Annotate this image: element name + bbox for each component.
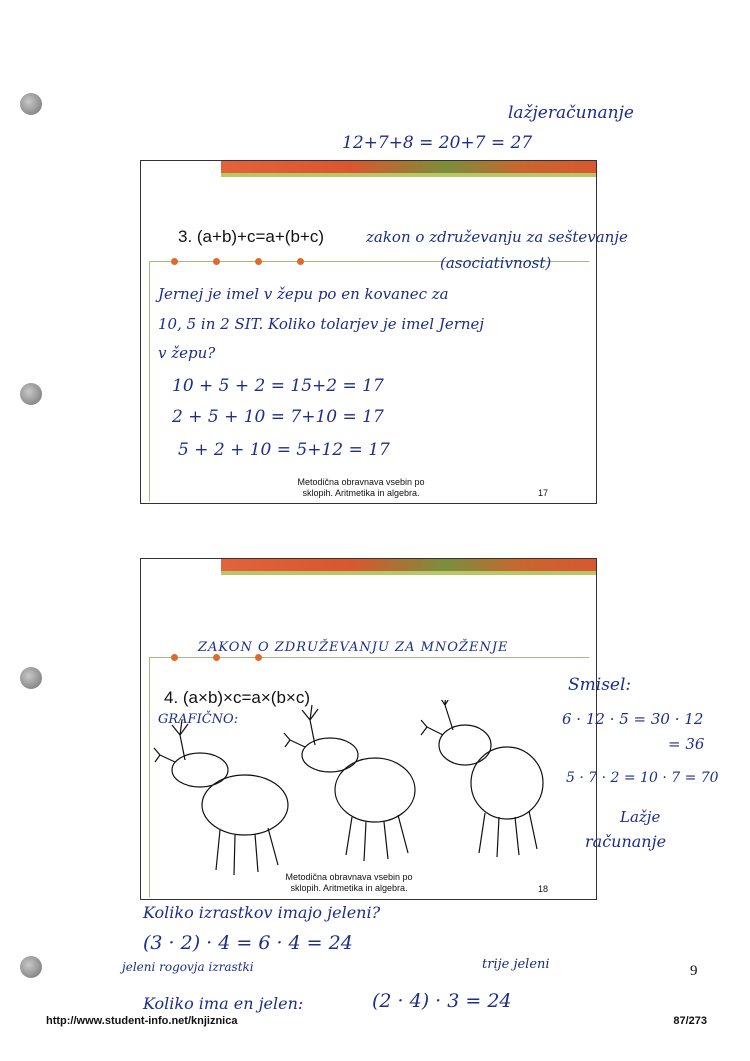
- bullet-dot: [213, 654, 220, 661]
- handwriting-equation: 10 + 5 + 2 = 15+2 = 17: [172, 376, 384, 396]
- handwriting-label: jeleni rogovja izrastki: [122, 960, 254, 974]
- binder-hole: [20, 667, 42, 689]
- handwriting-top-sum: 12+7+8 = 20+7 = 27: [342, 133, 533, 153]
- bullet-dot: [171, 258, 178, 265]
- handwriting-racunanje-side: računanje: [585, 832, 667, 851]
- handwriting-zakon-mnozenje: ZAKON O ZDRUŽEVANJU ZA MNOŽENJE: [198, 640, 509, 655]
- handwriting-trije-jeleni: trije jeleni: [482, 957, 550, 972]
- binder-hole: [20, 93, 42, 115]
- bullet-dot: [297, 258, 304, 265]
- deer-sketch: [154, 720, 288, 875]
- binder-hole: [20, 956, 42, 978]
- handwriting-problem-line: Jernej je imel v žepu po en kovanec za: [158, 285, 449, 303]
- bullet-dot: [171, 654, 178, 661]
- handwriting-question: Koliko izrastkov imajo jeleni?: [143, 903, 381, 922]
- deer-sketch: [284, 705, 415, 861]
- bullet-dot: [255, 654, 262, 661]
- slide-footer: Metodična obravnava vsebin po sklopih. Aritmetika in algebra.: [297, 477, 425, 498]
- binder-hole: [20, 383, 42, 405]
- handwriting-lazje-side: Lažje: [620, 808, 661, 826]
- slide-title: 4. (a×b)×c=a×(b×c): [164, 688, 311, 707]
- page-number: 9: [690, 963, 698, 979]
- slide-banner: [221, 559, 596, 575]
- handwriting-calc: 6 · 12 · 5 = 30 · 12: [562, 710, 704, 728]
- slide-banner: [221, 161, 596, 177]
- slide-number: 17: [538, 488, 549, 498]
- handwriting-asociativnost: (asociativnost): [440, 254, 552, 272]
- deer-drawing: [150, 700, 570, 880]
- slide-number: 18: [538, 884, 549, 894]
- handwriting-equation: 2 + 5 + 10 = 7+10 = 17: [172, 407, 384, 427]
- handwriting-lazje: lažjeračunanje: [508, 103, 634, 123]
- handwriting-problem-line: v žepu?: [158, 344, 216, 362]
- handwriting-graficno: GRAFIČNO:: [158, 712, 239, 727]
- handwriting-calc: 5 · 7 · 2 = 10 · 7 = 70: [566, 770, 719, 786]
- handwriting-equation: 5 + 2 + 10 = 5+12 = 17: [178, 440, 390, 460]
- footer-url[interactable]: http://www.student-info.net/knjiznica: [46, 1015, 238, 1027]
- handwriting-equation: (3 · 2) · 4 = 6 · 4 = 24: [143, 932, 353, 954]
- handwriting-zakon-sestevanje: zakon o združevanju za seštevanje: [366, 228, 628, 246]
- slide-footer: Metodična obravnava vsebin po sklopih. Aritmetika in algebra.: [285, 872, 413, 893]
- handwriting-smisel: Smisel:: [568, 675, 632, 695]
- handwriting-equation: (2 · 4) · 3 = 24: [372, 990, 512, 1012]
- bullet-dot: [213, 258, 220, 265]
- footer-page-counter: 87/273: [673, 1015, 707, 1027]
- handwriting-calc: = 36: [668, 735, 705, 753]
- deer-sketch: [421, 700, 543, 857]
- slide-title: 3. (a+b)+c=a+(b+c): [178, 227, 325, 246]
- handwriting-problem-line: 10, 5 in 2 SIT. Koliko tolarjev je imel Jernej: [158, 315, 485, 333]
- divider-vertical: [149, 261, 150, 501]
- bullet-dot: [255, 258, 262, 265]
- handwriting-question: Koliko ima en jelen:: [143, 994, 304, 1013]
